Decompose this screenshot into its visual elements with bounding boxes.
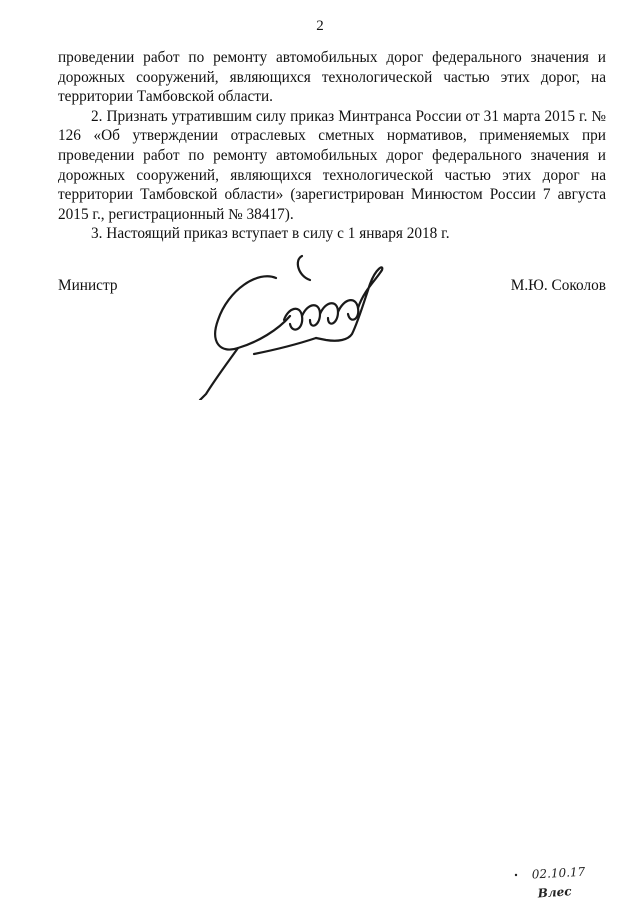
handwritten-date-note <box>510 862 610 902</box>
paragraph-continuation: проведении работ по ремонту автомобильных дорог федерального значения и дорожных сооружений, являющихся технологической частью этих дорог, на территории Тамбовской области. <box>58 49 606 106</box>
handwritten-signature <box>198 250 388 400</box>
svg-text:02.10.17: 02.10.17 <box>531 864 586 882</box>
svg-text:Влес: Влес <box>537 884 573 901</box>
signatory-name: М.Ю. Соколов <box>510 277 606 294</box>
signatory-title: Министр <box>58 277 118 294</box>
document-body <box>58 48 606 244</box>
page-number: 2 <box>316 18 324 34</box>
paragraph-item-2: 2. Признать утратившим силу приказ Минтранса России от 31 марта 2015 г. № 126 «Об утверждении отраслевых сметных нормативов, применяемых при проведении работ по ремонту автомобильных дорог федерального значения и дорожных сооружений, являющихся технологической частью этих дорог на территории Тамбовской области» (зарегистрирован Минюстом России 7 августа 2015 г., регистрационный № 38417). <box>58 107 606 223</box>
paragraph-item-3: 3. Настоящий приказ вступает в силу с 1 января 2018 г. <box>91 225 450 243</box>
